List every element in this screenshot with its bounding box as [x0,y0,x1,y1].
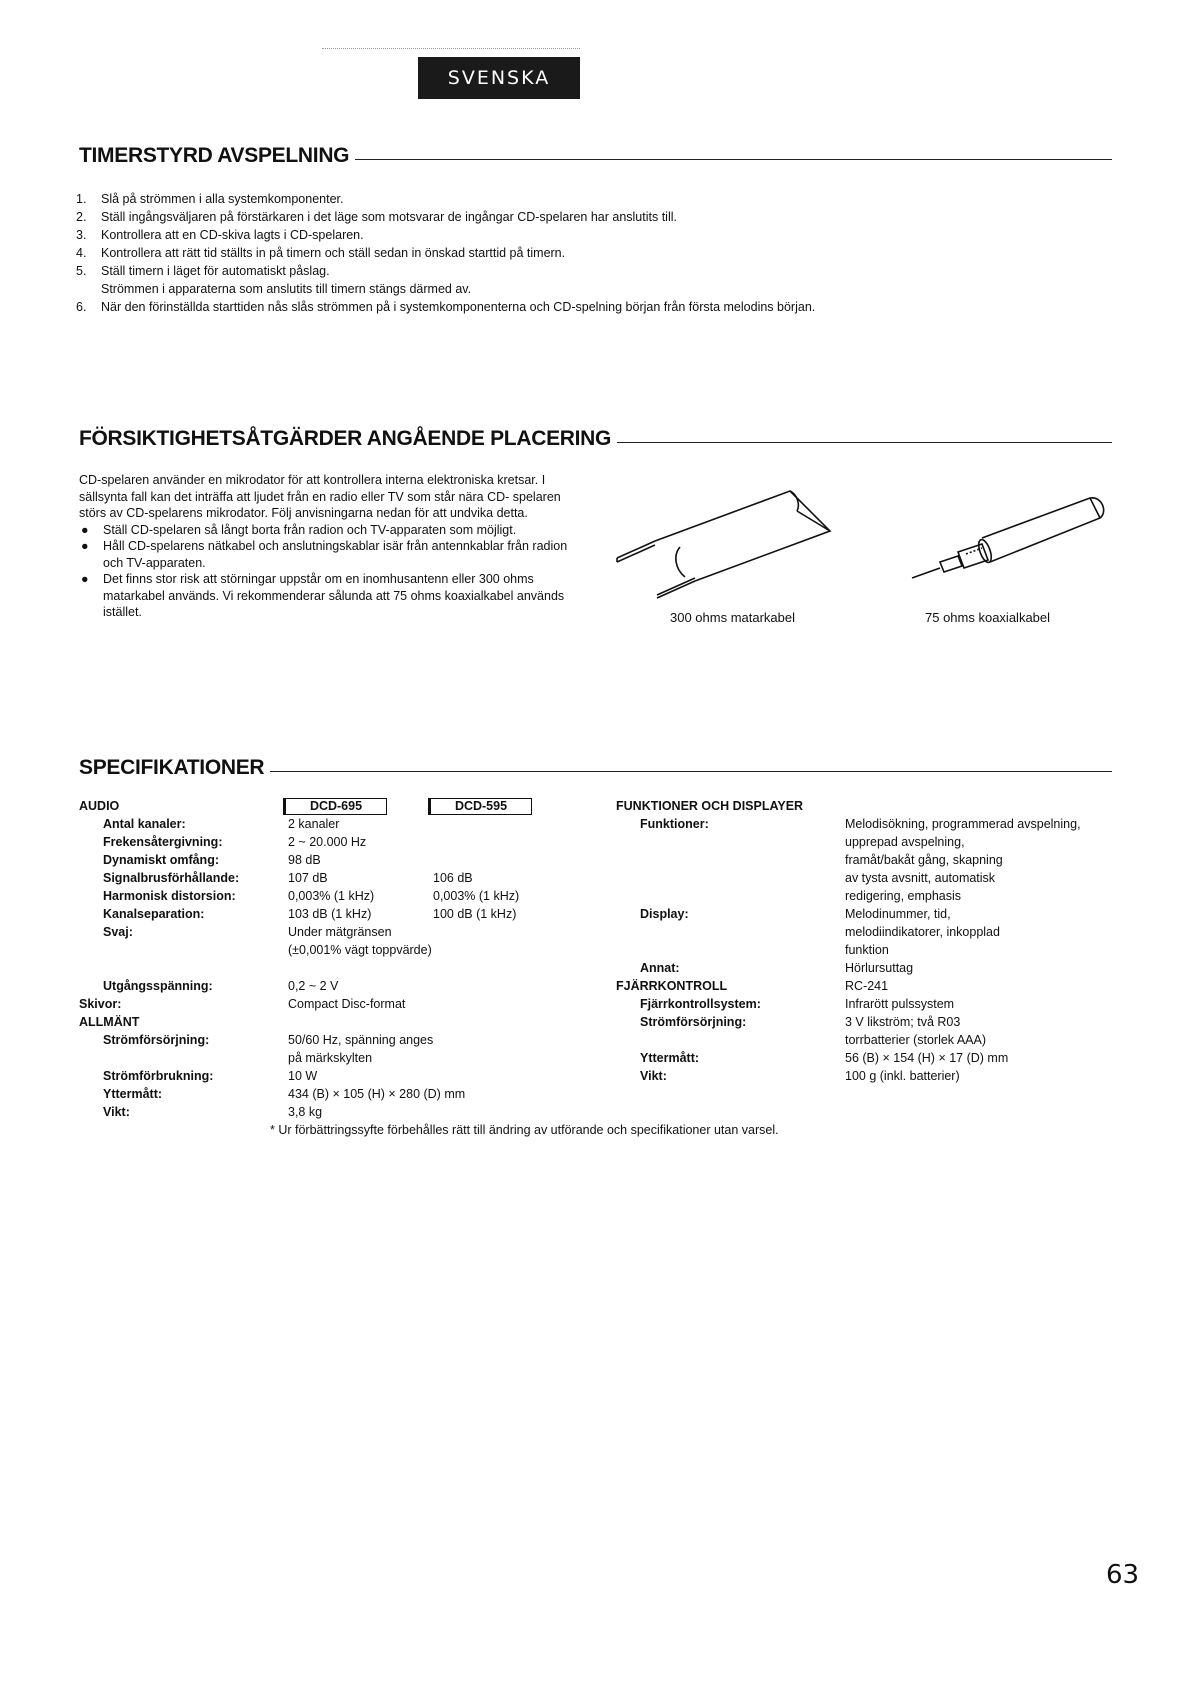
specs-title: SPECIFIKATIONER [79,756,265,779]
flat-cable-illustration [615,483,855,603]
placement-intro: CD-spelaren använder en mikrodator för att kontrollera interna elektroniska kretsar. I sällsynta fall kan det inträffa att ljudet från en radio eller TV som står nära CD- spelaren störs av CD-spelarens mikrodator. Följ anvisningarna nedan för att undvika detta. [79,473,561,520]
timer-steps-list [76,190,815,316]
table-row: Harmonisk distorsion: 0,003% (1 kHz) 0,003% (1 kHz) [103,889,520,903]
table-row: Annat: Hörlursuttag [640,961,914,975]
table-row: Strömförsörjning: 3 V likström; två R03 [640,1015,961,1029]
table-row: torrbatterier (storlek AAA) [845,1033,987,1047]
page-number: 63 [1106,1560,1140,1590]
table-row: Signalbrusförhållande: 107 dB 106 dB [103,871,473,885]
list-item: ● Det finns stor risk att störningar uppstår om en inomhusantenn eller 300 ohms matarkabel används. Vi rekommenderar sålunda att 75 ohms koaxialkabel används istället. [81,572,565,619]
table-row: Strömförsörjning: 50/60 Hz, spänning anges [103,1033,434,1047]
list-item: 5. Ställ timern i läget för automatiskt påslag. [76,264,330,278]
general-heading: ALLMÄNT [79,1015,140,1029]
table-row: på märkskylten [288,1051,373,1065]
list-item: 2. Ställ ingångsväljaren på förstärkaren i det läge som motsvarar de ingångar CD-spelaren har anslutits till. [76,210,677,224]
list-item: 6. När den förinställda starttiden nås slås strömmen på i systemkomponenterna och CD-spelning början från första melodins början. [76,300,816,314]
language-tab: SVENSKA [418,57,580,99]
function-specs [616,797,1116,1085]
table-row: Display: Melodinummer, tid, melodiindikatorer, inkopplad funktion [640,907,1000,957]
timer-title: TIMERSTYRD AVSPELNING [79,144,350,167]
list-item: ● Ställ CD-spelaren så långt borta från radion och TV-apparaten som möjligt. [81,522,517,537]
audio-specs [79,797,639,1121]
list-item: 3. Kontrollera att en CD-skiva lagts i CD-spelaren. [76,228,364,242]
footnote: * Ur förbättringssyfte förbehålles rätt till ändring av utförande och specifikationer utan varsel. [270,1123,779,1137]
table-row: Vikt: 3,8 kg [103,1105,323,1119]
placement-text [79,472,573,621]
functions-heading: FUNKTIONER OCH DISPLAYER [616,799,804,813]
heading-rule [617,442,1112,443]
table-row: Kanalseparation: 103 dB (1 kHz) 100 dB (1 kHz) [103,907,517,921]
heading-rule [355,159,1112,160]
table-row: Yttermått: 56 (B) × 154 (H) × 17 (D) mm [640,1051,1009,1065]
table-row: Yttermått: 434 (B) × 105 (H) × 280 (D) mm [103,1087,466,1101]
table-row: Strömförbrukning: 10 W [103,1069,318,1083]
table-row: Frekensåtergivning: 2 ~ 20.000 Hz [103,835,367,849]
cable-75-caption: 75 ohms koaxialkabel [925,610,1051,625]
table-row: Skivor: Compact Disc-format [79,997,406,1011]
placement-section-heading [79,427,1112,451]
timer-section-heading [79,144,1112,168]
list-item: 1. Slå på strömmen i alla systemkomponenter. [76,192,344,206]
audio-heading: AUDIO [79,799,120,813]
list-item: ● Håll CD-spelarens nätkabel och anslutningskablar isär från antennkablar från radion och TV-apparaten. [81,539,568,570]
table-row: Vikt: 100 g (inkl. batterier) [640,1069,960,1083]
specs-section-heading [79,756,1112,780]
table-row: Funktioner: Melodisökning, programmerad avspelning, upprepad avspelning, framåt/bakåt gång, skapning av tysta avsnitt, automatisk redigering, emphasis [640,817,1081,903]
list-item: 4. Kontrollera att rätt tid ställts in på timern och ställ sedan in önskad starttid på timern. [76,246,566,260]
list-item: Strömmen i apparaterna som anslutits till timern stängs därmed av. [101,282,472,296]
heading-rule [270,771,1112,772]
table-row: Svaj: Under mätgränsen [103,925,392,939]
table-row: Utgångsspänning: 0,2 ~ 2 V [103,979,339,993]
table-row: (±0,001% vägt toppvärde) [288,943,432,957]
cable-300-caption: 300 ohms matarkabel [670,610,796,625]
table-row: FJÄRRKONTROLL RC-241 [616,979,889,993]
model-b-badge: DCD-595 [428,798,532,815]
coax-cable-illustration [910,490,1110,590]
model-a-badge: DCD-695 [283,798,387,815]
table-row: Fjärrkontrollsystem: Infrarött pulssystem [640,997,955,1011]
table-row: Dynamiskt omfång: 98 dB [103,853,321,867]
header-dotted-line [322,48,580,49]
placement-title: FÖRSIKTIGHETSÅTGÄRDER ANGÅENDE PLACERING [79,427,612,450]
table-row: Antal kanaler: 2 kanaler [103,817,340,831]
placement-bullets [79,522,573,621]
